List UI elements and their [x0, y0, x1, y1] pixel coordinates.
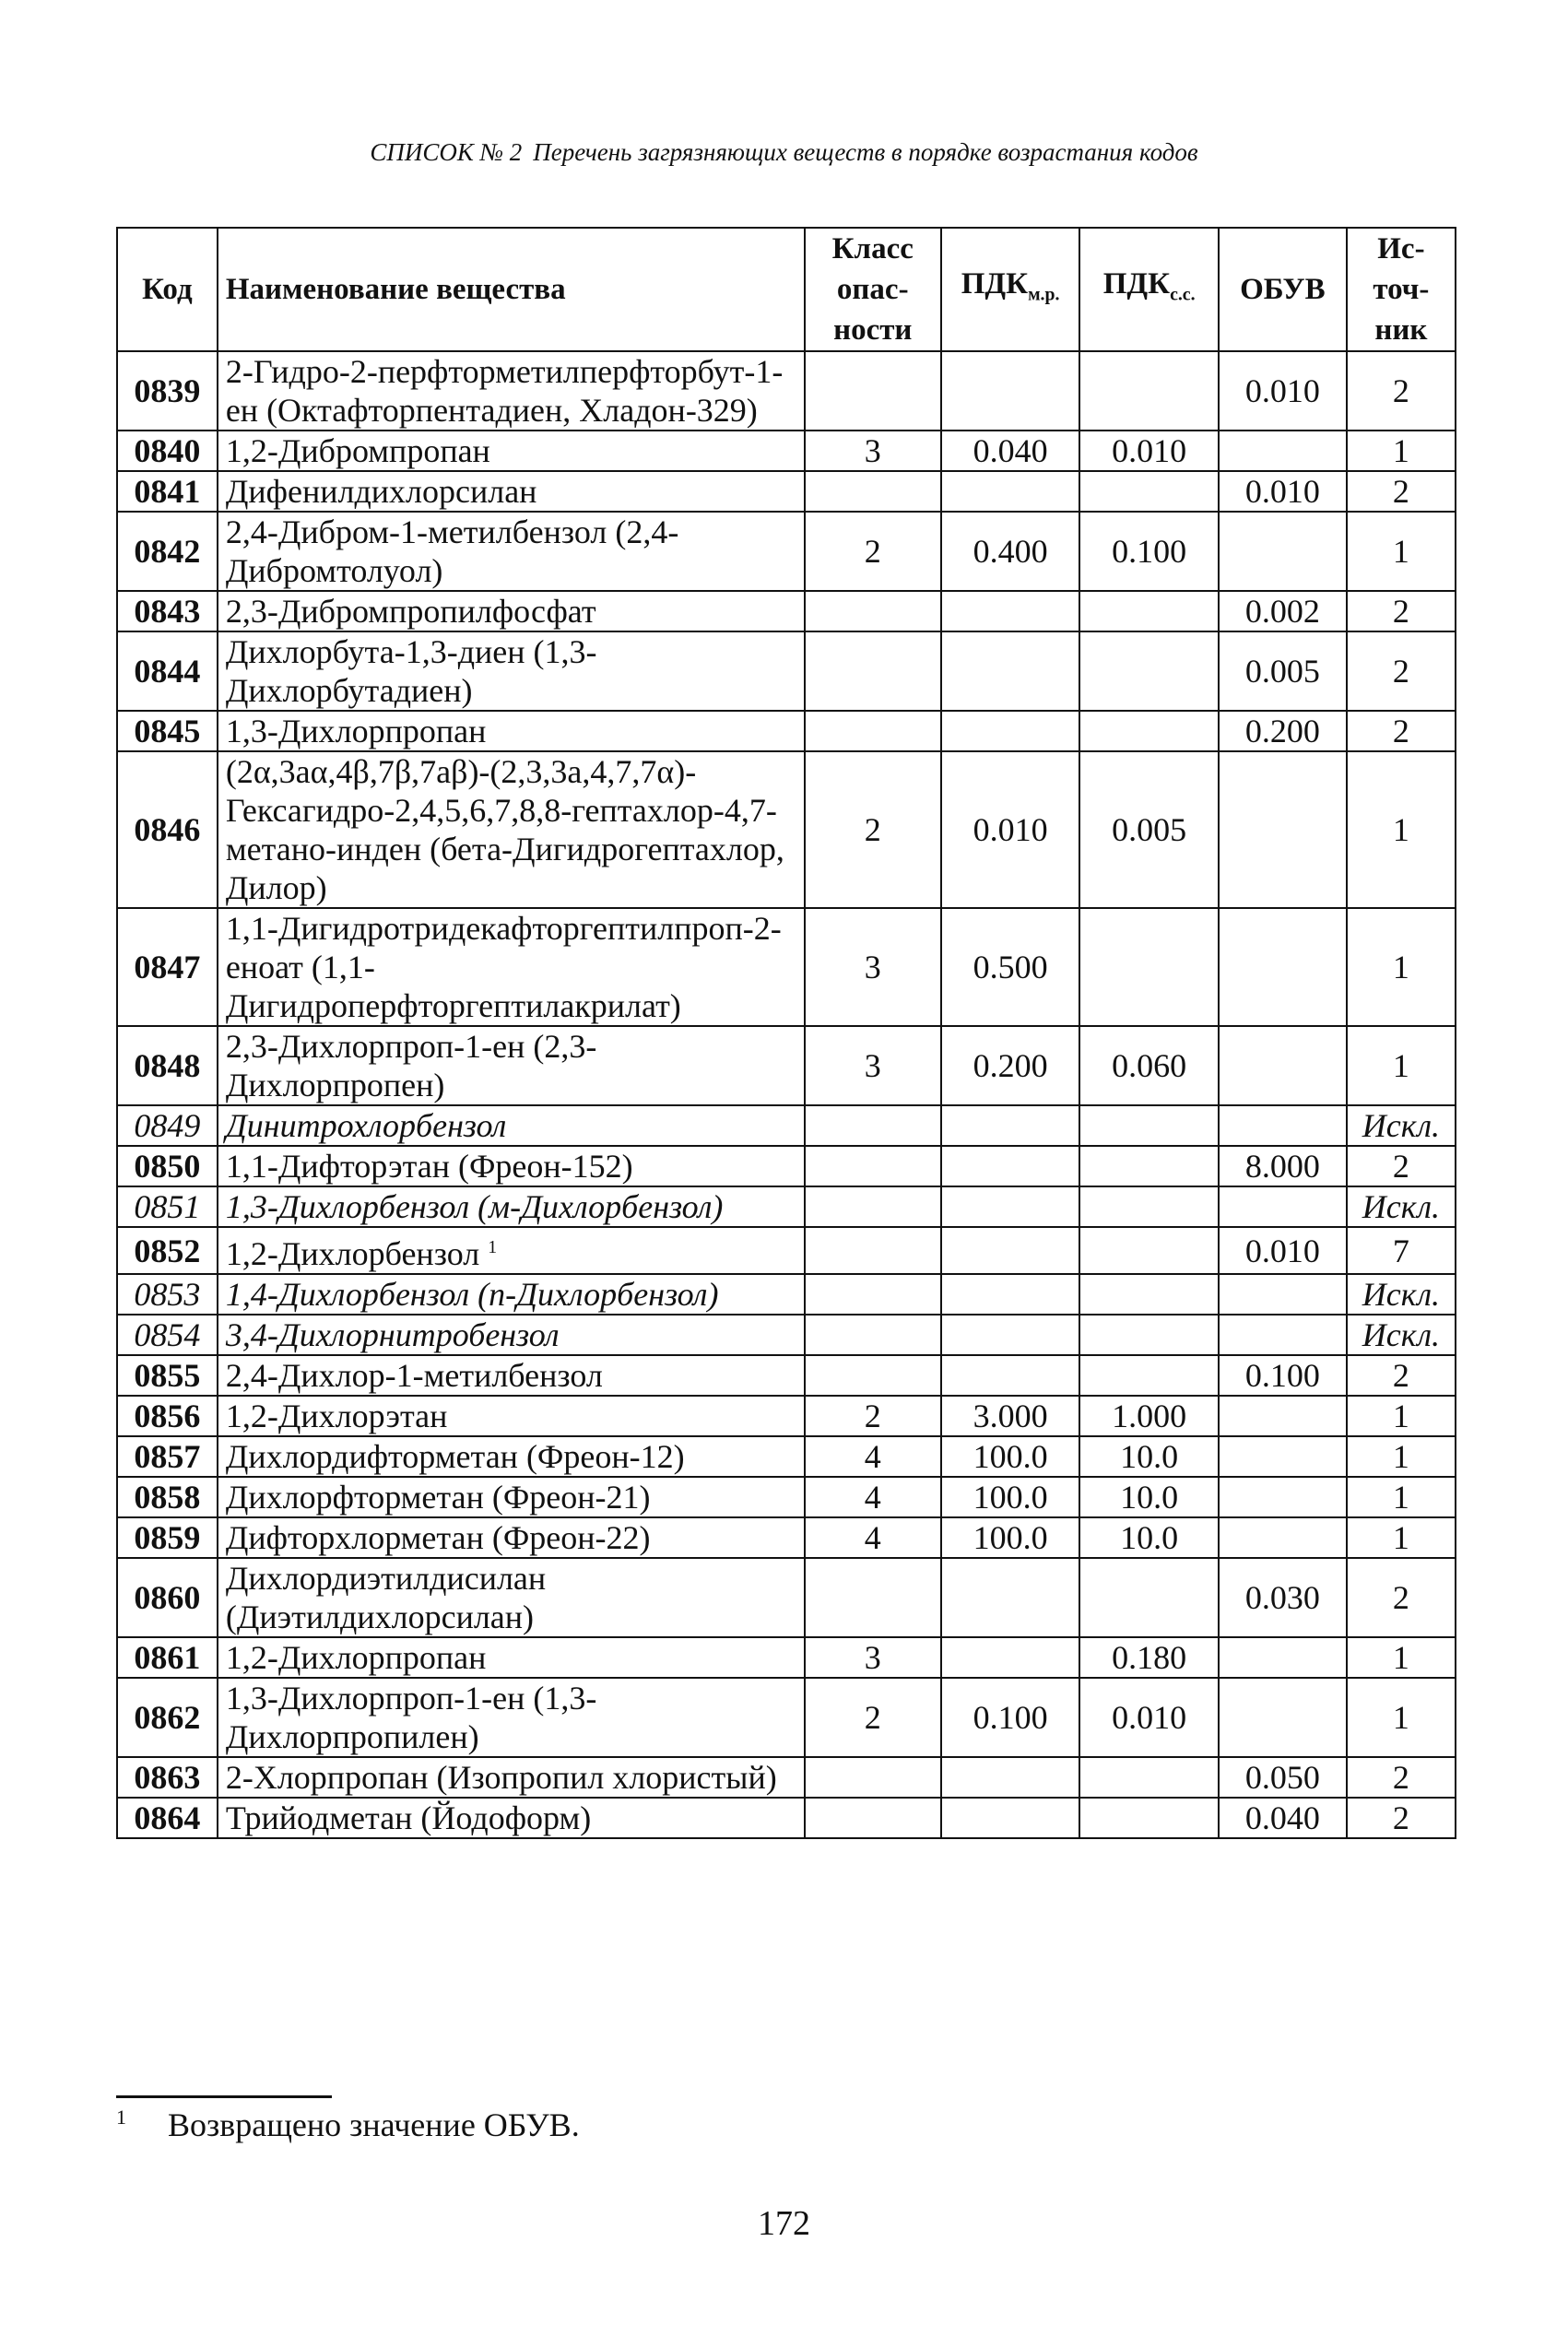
cell-hazard-class: [805, 711, 941, 751]
cell-code: 0842: [117, 512, 218, 591]
table-row: [117, 751, 1456, 908]
page-header: [0, 138, 1568, 167]
substances-table: [116, 227, 1456, 1839]
cell-pdk-ss: 0.100: [1079, 512, 1219, 591]
table-row: [117, 711, 1456, 751]
cell-obuv: [1219, 512, 1347, 591]
cell-hazard-class: [805, 471, 941, 512]
cell-source: 2: [1347, 1355, 1456, 1396]
cell-name: 1,2-Дибромпропан: [218, 431, 805, 471]
table-row: [117, 1396, 1456, 1436]
cell-obuv: 0.030: [1219, 1558, 1347, 1637]
cell-hazard-class: 2: [805, 512, 941, 591]
cell-pdk-ss: [1079, 1315, 1219, 1355]
cell-pdk-mr: [941, 1558, 1080, 1637]
cell-pdk-ss: 10.0: [1079, 1477, 1219, 1517]
cell-pdk-ss: [1079, 1186, 1219, 1227]
cell-source: 1: [1347, 1436, 1456, 1477]
cell-source: 1: [1347, 1678, 1456, 1757]
cell-name: Динитрохлорбензол: [218, 1105, 805, 1146]
cell-pdk-mr: [941, 1355, 1080, 1396]
cell-code: 0851: [117, 1186, 218, 1227]
table-row: [117, 1227, 1456, 1274]
cell-hazard-class: [805, 1227, 941, 1274]
cell-code: 0847: [117, 908, 218, 1026]
cell-obuv: [1219, 431, 1347, 471]
cell-hazard-class: 4: [805, 1436, 941, 1477]
table-row: [117, 631, 1456, 711]
cell-name: 2,4-Дибром-1-метилбензол (2,4-Дибромтолуол): [218, 512, 805, 591]
cell-hazard-class: 3: [805, 908, 941, 1026]
cell-code: 0848: [117, 1026, 218, 1105]
cell-code: 0839: [117, 351, 218, 431]
cell-pdk-mr: [941, 1757, 1080, 1798]
table-row: [117, 1146, 1456, 1186]
table-row: [117, 512, 1456, 591]
cell-pdk-mr: [941, 1227, 1080, 1274]
cell-code: 0841: [117, 471, 218, 512]
cell-obuv: [1219, 1315, 1347, 1355]
cell-name: 2,3-Дихлорпроп-1-ен (2,3-Дихлорпропен): [218, 1026, 805, 1105]
cell-pdk-ss: 0.010: [1079, 1678, 1219, 1757]
cell-pdk-mr: 3.000: [941, 1396, 1080, 1436]
table-body: [117, 351, 1456, 1838]
cell-pdk-ss: [1079, 711, 1219, 751]
cell-pdk-ss: [1079, 1227, 1219, 1274]
cell-name: 1,2-Дихлорбензол $^1$: [218, 1227, 805, 1274]
table-row: [117, 591, 1456, 631]
cell-source: 1: [1347, 908, 1456, 1026]
cell-name: 2,4-Дихлор-1-метилбензол: [218, 1355, 805, 1396]
cell-source: 2: [1347, 591, 1456, 631]
footnote-divider: [116, 2095, 332, 2098]
cell-obuv: [1219, 1678, 1347, 1757]
cell-pdk-mr: [941, 1186, 1080, 1227]
cell-pdk-ss: [1079, 631, 1219, 711]
table-row: [117, 1798, 1456, 1838]
table-row: [117, 1678, 1456, 1757]
list-label: СПИСОК № 2: [370, 138, 523, 166]
cell-name: 3,4-Дихлорнитробензол: [218, 1315, 805, 1355]
cell-name: Дихлордифторметан (Фреон-12): [218, 1436, 805, 1477]
list-subtitle: Перечень загрязняющих веществ в порядке возрастания кодов: [533, 138, 1198, 166]
cell-hazard-class: [805, 1558, 941, 1637]
cell-name: Дихлордиэтилдисилан (Диэтилдихлорсилан): [218, 1558, 805, 1637]
cell-hazard-class: [805, 351, 941, 431]
cell-code: 0862: [117, 1678, 218, 1757]
cell-source: Искл.: [1347, 1186, 1456, 1227]
table-row: [117, 1517, 1456, 1558]
cell-name: 2-Гидро-2-перфторметилперфторбут-1-ен (Октафторпентадиен, Хладон-329): [218, 351, 805, 431]
cell-pdk-ss: [1079, 1274, 1219, 1315]
col-header-pdk-ss: $ПДК_{с.с.}$: [1079, 228, 1219, 351]
cell-obuv: 0.050: [1219, 1757, 1347, 1798]
cell-code: 0856: [117, 1396, 218, 1436]
table-row: [117, 1477, 1456, 1517]
cell-obuv: 0.100: [1219, 1355, 1347, 1396]
cell-source: 2: [1347, 471, 1456, 512]
cell-pdk-ss: [1079, 1757, 1219, 1798]
cell-name: Дифенилдихлорсилан: [218, 471, 805, 512]
cell-pdk-ss: 10.0: [1079, 1436, 1219, 1477]
cell-hazard-class: 3: [805, 1637, 941, 1678]
cell-obuv: [1219, 1396, 1347, 1436]
cell-pdk-mr: [941, 1798, 1080, 1838]
cell-pdk-mr: [941, 351, 1080, 431]
cell-source: 1: [1347, 751, 1456, 908]
cell-code: 0844: [117, 631, 218, 711]
cell-pdk-ss: 0.010: [1079, 431, 1219, 471]
table-row: [117, 1315, 1456, 1355]
cell-obuv: 0.200: [1219, 711, 1347, 751]
cell-obuv: 0.010: [1219, 1227, 1347, 1274]
cell-code: 0858: [117, 1477, 218, 1517]
table-row: [117, 1757, 1456, 1798]
col-header-obuv: ОБУВ: [1219, 228, 1347, 351]
cell-name: Дихлорбута-1,3-диен (1,3-Дихлорбутадиен): [218, 631, 805, 711]
cell-code: 0845: [117, 711, 218, 751]
cell-code: 0863: [117, 1757, 218, 1798]
table-header-row: [117, 228, 1456, 351]
cell-name: 2,3-Дибромпропилфосфат: [218, 591, 805, 631]
cell-name: 1,3-Дихлорбензол (м-Дихлорбензол): [218, 1186, 805, 1227]
table-row: [117, 431, 1456, 471]
cell-name: Трийодметан (Йодоформ): [218, 1798, 805, 1838]
cell-hazard-class: 3: [805, 1026, 941, 1105]
cell-code: 0843: [117, 591, 218, 631]
cell-hazard-class: 4: [805, 1517, 941, 1558]
cell-pdk-ss: [1079, 1105, 1219, 1146]
cell-obuv: [1219, 1436, 1347, 1477]
cell-name: (2α,3аα,4β,7β,7аβ)-(2,3,3а,4,7,7α)-Гексагидро-2,4,5,6,7,8,8-гептахлор-4,7-метано-инден (бета-Дигидрогептахлор, Дилор): [218, 751, 805, 908]
cell-hazard-class: [805, 1315, 941, 1355]
cell-hazard-class: 4: [805, 1477, 941, 1517]
cell-hazard-class: 2: [805, 751, 941, 908]
cell-name: 1,2-Дихлорпропан: [218, 1637, 805, 1678]
cell-source: 2: [1347, 1757, 1456, 1798]
cell-pdk-mr: [941, 1315, 1080, 1355]
cell-name: 2-Хлорпропан (Изопропил хлористый): [218, 1757, 805, 1798]
col-header-source: Ис- точ- ник: [1347, 228, 1456, 351]
footnote: [116, 2106, 580, 2144]
cell-code: 0860: [117, 1558, 218, 1637]
cell-hazard-class: [805, 1355, 941, 1396]
cell-pdk-mr: [941, 1146, 1080, 1186]
footnote-ref: 1: [488, 1237, 498, 1257]
cell-obuv: [1219, 1517, 1347, 1558]
cell-pdk-ss: [1079, 471, 1219, 512]
cell-hazard-class: [805, 1798, 941, 1838]
cell-obuv: 0.005: [1219, 631, 1347, 711]
col-header-name: Наименование вещества: [218, 228, 805, 351]
cell-hazard-class: [805, 1105, 941, 1146]
cell-pdk-mr: [941, 591, 1080, 631]
table-row: [117, 1186, 1456, 1227]
cell-pdk-mr: 100.0: [941, 1477, 1080, 1517]
table-row: [117, 1274, 1456, 1315]
page-number: 172: [758, 2204, 810, 2243]
cell-pdk-ss: [1079, 351, 1219, 431]
cell-pdk-mr: [941, 1637, 1080, 1678]
cell-source: Искл.: [1347, 1274, 1456, 1315]
cell-pdk-ss: [1079, 591, 1219, 631]
table-row: [117, 1355, 1456, 1396]
cell-pdk-ss: 0.180: [1079, 1637, 1219, 1678]
cell-hazard-class: [805, 631, 941, 711]
cell-source: 1: [1347, 1477, 1456, 1517]
cell-code: 0853: [117, 1274, 218, 1315]
cell-obuv: [1219, 1477, 1347, 1517]
cell-code: 0850: [117, 1146, 218, 1186]
cell-obuv: [1219, 1274, 1347, 1315]
col-header-code: Код: [117, 228, 218, 351]
cell-source: 2: [1347, 1798, 1456, 1838]
table-row: [117, 1026, 1456, 1105]
cell-source: 1: [1347, 512, 1456, 591]
cell-code: 0855: [117, 1355, 218, 1396]
table-row: [117, 1558, 1456, 1637]
cell-obuv: 0.002: [1219, 591, 1347, 631]
cell-pdk-ss: [1079, 908, 1219, 1026]
cell-pdk-mr: 0.040: [941, 431, 1080, 471]
col-header-pdk-mr: $ПДК_{м.р.}$: [941, 228, 1080, 351]
cell-obuv: [1219, 1026, 1347, 1105]
cell-pdk-ss: 0.005: [1079, 751, 1219, 908]
cell-pdk-mr: 0.200: [941, 1026, 1080, 1105]
cell-code: 0864: [117, 1798, 218, 1838]
cell-hazard-class: [805, 1757, 941, 1798]
cell-pdk-ss: [1079, 1798, 1219, 1838]
cell-code: 0861: [117, 1637, 218, 1678]
cell-hazard-class: [805, 591, 941, 631]
cell-obuv: [1219, 1186, 1347, 1227]
cell-obuv: 0.010: [1219, 471, 1347, 512]
cell-source: Искл.: [1347, 1315, 1456, 1355]
table-row: [117, 1637, 1456, 1678]
cell-pdk-ss: 10.0: [1079, 1517, 1219, 1558]
cell-source: 1: [1347, 1637, 1456, 1678]
cell-source: 2: [1347, 351, 1456, 431]
cell-code: 0852: [117, 1227, 218, 1274]
cell-source: Искл.: [1347, 1105, 1456, 1146]
cell-name: 1,2-Дихлорэтан: [218, 1396, 805, 1436]
table-row: [117, 471, 1456, 512]
cell-pdk-mr: 100.0: [941, 1517, 1080, 1558]
cell-pdk-mr: [941, 711, 1080, 751]
cell-pdk-ss: [1079, 1355, 1219, 1396]
table-row: [117, 1105, 1456, 1146]
cell-hazard-class: [805, 1186, 941, 1227]
cell-name: Дихлорфторметан (Фреон-21): [218, 1477, 805, 1517]
cell-name: 1,1-Дифторэтан (Фреон-152): [218, 1146, 805, 1186]
cell-name: 1,3-Дихлорпропан: [218, 711, 805, 751]
cell-pdk-mr: 100.0: [941, 1436, 1080, 1477]
cell-obuv: [1219, 908, 1347, 1026]
cell-source: 1: [1347, 1396, 1456, 1436]
footnote-marker: 1: [116, 2106, 126, 2129]
table-row: [117, 351, 1456, 431]
cell-name: 1,1-Дигидротридекафторгептилпроп-2-еноат (1,1-Дигидроперфторгептилакрилат): [218, 908, 805, 1026]
cell-hazard-class: [805, 1146, 941, 1186]
cell-pdk-mr: 0.100: [941, 1678, 1080, 1757]
cell-code: 0849: [117, 1105, 218, 1146]
cell-source: 7: [1347, 1227, 1456, 1274]
cell-source: 2: [1347, 1146, 1456, 1186]
cell-code: 0857: [117, 1436, 218, 1477]
cell-code: 0854: [117, 1315, 218, 1355]
cell-name: 1,4-Дихлорбензол (п-Дихлорбензол): [218, 1274, 805, 1315]
cell-hazard-class: 2: [805, 1678, 941, 1757]
cell-obuv: [1219, 1637, 1347, 1678]
cell-obuv: 0.040: [1219, 1798, 1347, 1838]
cell-pdk-mr: [941, 1105, 1080, 1146]
cell-obuv: [1219, 751, 1347, 908]
cell-pdk-mr: [941, 1274, 1080, 1315]
cell-pdk-mr: [941, 471, 1080, 512]
cell-pdk-ss: 1.000: [1079, 1396, 1219, 1436]
cell-hazard-class: 2: [805, 1396, 941, 1436]
table-row: [117, 908, 1456, 1026]
cell-obuv: 8.000: [1219, 1146, 1347, 1186]
cell-pdk-mr: 0.400: [941, 512, 1080, 591]
cell-obuv: 0.010: [1219, 351, 1347, 431]
cell-obuv: [1219, 1105, 1347, 1146]
cell-source: 1: [1347, 431, 1456, 471]
cell-code: 0846: [117, 751, 218, 908]
cell-pdk-mr: [941, 631, 1080, 711]
cell-pdk-ss: 0.060: [1079, 1026, 1219, 1105]
cell-pdk-mr: 0.010: [941, 751, 1080, 908]
cell-source: 1: [1347, 1026, 1456, 1105]
cell-code: 0840: [117, 431, 218, 471]
cell-pdk-mr: 0.500: [941, 908, 1080, 1026]
cell-pdk-ss: [1079, 1558, 1219, 1637]
cell-source: 2: [1347, 1558, 1456, 1637]
cell-hazard-class: 3: [805, 431, 941, 471]
cell-name: Дифторхлорметан (Фреон-22): [218, 1517, 805, 1558]
cell-name: 1,3-Дихлорпроп-1-ен (1,3-Дихлорпропилен): [218, 1678, 805, 1757]
col-header-hazard-class: Класс опас- ности: [805, 228, 941, 351]
cell-source: 2: [1347, 631, 1456, 711]
cell-source: 2: [1347, 711, 1456, 751]
cell-hazard-class: [805, 1274, 941, 1315]
cell-pdk-ss: [1079, 1146, 1219, 1186]
cell-source: 1: [1347, 1517, 1456, 1558]
footnote-text: Возвращено значение ОБУВ.: [168, 2106, 580, 2143]
cell-code: 0859: [117, 1517, 218, 1558]
table-row: [117, 1436, 1456, 1477]
